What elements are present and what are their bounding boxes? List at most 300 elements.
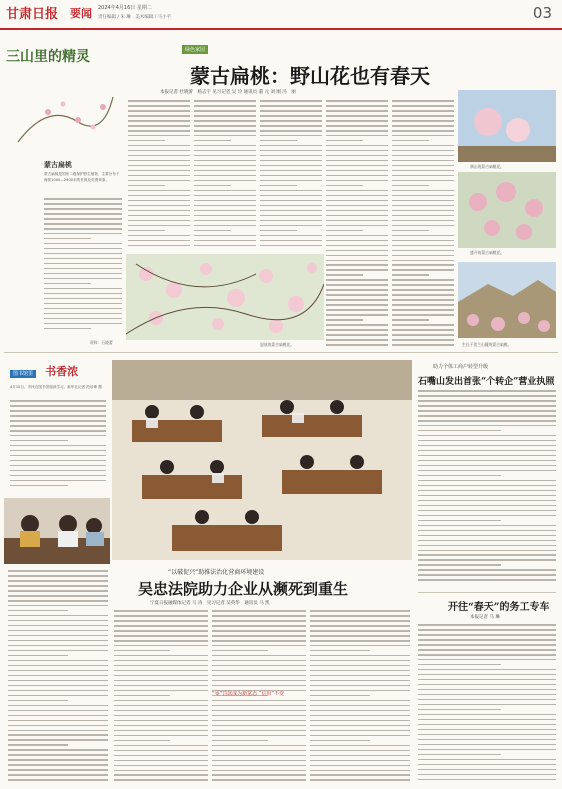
- text-line: [8, 580, 108, 582]
- text-line: [114, 625, 208, 627]
- court-text-left: [8, 570, 108, 785]
- text-line: [10, 450, 106, 452]
- text-line: [418, 569, 556, 571]
- text-line: [194, 230, 231, 232]
- text-line: [128, 175, 190, 177]
- text-line: [326, 230, 363, 232]
- text-line: [310, 705, 410, 707]
- text-line: [114, 665, 208, 667]
- text-line: [260, 175, 322, 177]
- text-line: [8, 725, 108, 727]
- text-line: [212, 760, 306, 762]
- text-line: [326, 304, 388, 306]
- text-line: [194, 225, 256, 227]
- right-body-2: [418, 624, 556, 784]
- text-line: [128, 215, 190, 217]
- text-line: [326, 135, 388, 137]
- right-kicker: 助力个体工商户转型升级: [433, 364, 489, 370]
- text-line: [8, 710, 108, 712]
- text-line: [8, 754, 108, 756]
- text-line: [8, 630, 108, 632]
- text-line: [212, 779, 306, 781]
- text-line: [326, 110, 388, 112]
- text-line: [194, 135, 256, 137]
- text-line: [326, 260, 388, 262]
- text-line: [212, 705, 306, 707]
- text-line: [114, 765, 208, 767]
- text-line: [44, 303, 122, 305]
- right-title: 石嘴山发出首张“个转企”营业执照: [418, 377, 555, 387]
- text-line: [418, 390, 556, 392]
- text-line: [418, 520, 501, 522]
- text-line: [260, 110, 322, 112]
- text-line: [418, 475, 501, 477]
- text-line: [114, 680, 208, 682]
- text-line: [326, 294, 388, 296]
- text-line: [418, 574, 556, 576]
- text-line: [260, 195, 322, 197]
- text-line: [392, 240, 454, 242]
- text-line: [194, 215, 256, 217]
- book-kicker: 图书馆里: [10, 370, 36, 378]
- text-line: [418, 485, 556, 487]
- text-line: [310, 675, 410, 677]
- text-line: [392, 309, 454, 311]
- text-line: [8, 680, 108, 682]
- text-line: [114, 774, 208, 776]
- text-line: [310, 774, 410, 776]
- page-header: [0, 0, 562, 30]
- text-line: [212, 715, 306, 717]
- text-line: [310, 630, 410, 632]
- text-line: [392, 319, 429, 321]
- text-line: [10, 480, 106, 482]
- text-line: [8, 764, 108, 766]
- text-line: [128, 210, 190, 212]
- text-line: [392, 329, 454, 331]
- text-line: [260, 155, 322, 157]
- text-line: [114, 745, 208, 747]
- text-line: [8, 600, 108, 602]
- text-line: [8, 695, 108, 697]
- text-line: [128, 150, 190, 152]
- text-line: [418, 495, 556, 497]
- text-line: [194, 185, 231, 187]
- text-line: [326, 105, 388, 107]
- feature-col-2: [194, 100, 256, 250]
- court-col-3: [310, 610, 410, 785]
- text-line: [310, 660, 410, 662]
- text-line: [8, 650, 108, 652]
- text-line: [212, 645, 306, 647]
- text-line: [212, 750, 306, 752]
- text-line: [114, 760, 208, 762]
- text-line: [418, 749, 556, 751]
- text-line: [114, 670, 208, 672]
- text-line: [418, 500, 556, 502]
- text-line: [418, 779, 556, 781]
- text-line: [392, 230, 429, 232]
- court-col-2: [212, 610, 306, 785]
- text-line: [194, 240, 256, 242]
- text-line: [418, 674, 556, 676]
- text-line: [326, 120, 388, 122]
- text-line: [44, 268, 122, 270]
- text-line: [418, 689, 556, 691]
- text-line: [326, 309, 388, 311]
- text-line: [10, 465, 106, 467]
- text-line: [212, 615, 306, 617]
- text-line: [114, 710, 208, 712]
- text-line: [260, 160, 322, 162]
- text-line: [260, 140, 297, 142]
- text-line: [128, 200, 190, 202]
- text-line: [310, 755, 410, 757]
- text-line: [212, 635, 306, 637]
- text-line: [310, 730, 410, 732]
- court-col-1: [114, 610, 208, 785]
- text-line: [392, 215, 454, 217]
- text-line: [326, 319, 363, 321]
- text-line: [326, 145, 388, 147]
- feature-title: 蒙古扁桃：野山花也有春天: [190, 64, 430, 88]
- text-line: [418, 724, 556, 726]
- text-line: [418, 470, 556, 472]
- text-line: [212, 680, 306, 682]
- text-line: [392, 140, 429, 142]
- text-line: [114, 755, 208, 757]
- text-line: [194, 210, 256, 212]
- text-line: [44, 203, 122, 205]
- text-line: [114, 730, 208, 732]
- text-line: [418, 699, 556, 701]
- text-line: [392, 115, 454, 117]
- text-line: [418, 430, 501, 432]
- text-line: [418, 684, 556, 686]
- text-line: [44, 228, 122, 230]
- text-line: [260, 235, 322, 237]
- text-line: [8, 779, 108, 781]
- sidebar-intro-text: 蒙古扁桃是国家二级保护野生植物，主要分布于海拔1000—2400米的荒漠及荒漠草原。: [44, 172, 120, 182]
- court-byline: 宁夏日报融媒体记者 马 涛 见习记者 吴英华 通讯员 马 凯: [150, 601, 270, 606]
- text-line: [194, 160, 256, 162]
- text-line: [260, 135, 322, 137]
- text-line: [8, 769, 108, 771]
- text-line: [418, 450, 556, 452]
- text-line: [212, 675, 306, 677]
- text-line: [392, 274, 429, 276]
- section-label: 要闻: [70, 7, 92, 20]
- text-line: [128, 225, 190, 227]
- text-line: [44, 283, 91, 285]
- text-line: [392, 289, 454, 291]
- text-line: [194, 235, 256, 237]
- right-body-1: [418, 390, 556, 585]
- text-line: [310, 685, 410, 687]
- text-line: [260, 180, 322, 182]
- text-line: [392, 135, 454, 137]
- book-photo-small: [4, 498, 110, 564]
- text-line: [418, 490, 556, 492]
- text-line: [418, 425, 556, 427]
- text-line: [128, 205, 190, 207]
- text-line: [212, 610, 306, 612]
- text-line: [392, 264, 454, 266]
- text-line: [8, 730, 108, 732]
- sidebar-body-text: [44, 198, 122, 333]
- text-line: [326, 339, 388, 341]
- text-line: [44, 308, 122, 310]
- text-line: [212, 765, 306, 767]
- text-line: [392, 235, 454, 237]
- text-line: [194, 115, 256, 117]
- text-line: [418, 545, 556, 547]
- text-line: [310, 740, 370, 742]
- text-line: [194, 175, 256, 177]
- feature-caption-2: 满山的蒙古扁桃花。: [470, 164, 505, 169]
- text-line: [418, 654, 556, 656]
- text-line: [128, 230, 165, 232]
- text-line: [310, 710, 410, 712]
- text-line: [392, 260, 454, 262]
- text-line: [114, 779, 208, 781]
- text-line: [260, 150, 322, 152]
- text-line: [326, 329, 388, 331]
- text-line: [194, 190, 256, 192]
- text-line: [10, 435, 106, 437]
- text-line: [194, 150, 256, 152]
- text-line: [392, 344, 454, 346]
- text-line: [418, 415, 556, 417]
- text-line: [44, 223, 122, 225]
- text-line: [310, 635, 410, 637]
- text-line: [194, 120, 256, 122]
- text-line: [10, 405, 106, 407]
- text-line: [418, 480, 556, 482]
- text-line: [10, 410, 106, 412]
- text-line: [8, 595, 108, 597]
- text-line: [114, 770, 208, 772]
- text-line: [392, 339, 454, 341]
- text-line: [44, 218, 122, 220]
- text-line: [10, 470, 106, 472]
- text-line: [326, 115, 388, 117]
- text-line: [260, 190, 322, 192]
- text-line: [212, 720, 306, 722]
- text-line: [310, 750, 410, 752]
- text-line: [392, 195, 454, 197]
- text-line: [128, 170, 190, 172]
- text-line: [310, 715, 410, 717]
- text-line: [114, 630, 208, 632]
- text-line: [326, 160, 388, 162]
- text-line: [44, 293, 122, 295]
- text-line: [310, 650, 370, 652]
- text-line: [392, 180, 454, 182]
- feature-photo-main: [126, 254, 324, 340]
- text-line: [8, 615, 108, 617]
- text-line: [418, 535, 556, 537]
- text-line: [418, 744, 556, 746]
- date-line: 2024年4月16日 星期二: [98, 5, 152, 11]
- text-line: [8, 759, 108, 761]
- text-line: [326, 185, 363, 187]
- text-line: [418, 530, 556, 532]
- text-line: [326, 220, 388, 222]
- text-line: [194, 245, 256, 247]
- text-line: [418, 410, 556, 412]
- feature-photo-right-3: [458, 262, 556, 338]
- text-line: [10, 430, 106, 432]
- text-line: [194, 105, 256, 107]
- text-line: [128, 165, 190, 167]
- text-line: [418, 445, 556, 447]
- text-line: [212, 740, 268, 742]
- text-line: [194, 170, 256, 172]
- text-line: [418, 669, 556, 671]
- text-line: [392, 304, 454, 306]
- text-line: [114, 705, 208, 707]
- text-line: [392, 125, 454, 127]
- text-line: [326, 299, 388, 301]
- text-line: [392, 250, 454, 252]
- text-line: [8, 635, 108, 637]
- text-line: [392, 269, 454, 271]
- text-line: [44, 238, 91, 240]
- text-line: [8, 640, 108, 642]
- text-line: [128, 120, 190, 122]
- text-line: [418, 644, 556, 646]
- text-line: [114, 735, 208, 737]
- text-line: [326, 250, 388, 252]
- text-line: [8, 605, 108, 607]
- text-line: [392, 160, 454, 162]
- text-line: [326, 245, 388, 247]
- text-line: [418, 704, 556, 706]
- text-line: [114, 690, 208, 692]
- text-line: [10, 440, 68, 442]
- text-line: [392, 120, 454, 122]
- text-line: [418, 564, 501, 566]
- text-line: [8, 570, 108, 572]
- text-line: [392, 255, 454, 257]
- text-line: [194, 165, 256, 167]
- divider-right: [418, 592, 556, 593]
- feature-col-3: [260, 100, 322, 250]
- text-line: [194, 155, 256, 157]
- text-line: [212, 770, 306, 772]
- text-line: [326, 279, 388, 281]
- text-line: [44, 198, 122, 200]
- text-line: [128, 190, 190, 192]
- text-line: [418, 634, 556, 636]
- text-line: [418, 579, 556, 581]
- text-line: [392, 110, 454, 112]
- text-line: [326, 150, 388, 152]
- text-line: [194, 195, 256, 197]
- text-line: [418, 629, 556, 631]
- text-line: [8, 610, 68, 612]
- text-line: [260, 185, 297, 187]
- text-line: [44, 253, 122, 255]
- text-line: [44, 298, 122, 300]
- column-title-box: [6, 34, 124, 76]
- text-line: [326, 155, 388, 157]
- text-line: [310, 765, 410, 767]
- text-line: [326, 240, 388, 242]
- right-title-2: 开往“春天”的务工专车: [448, 602, 550, 613]
- text-line: [194, 180, 256, 182]
- text-line: [260, 215, 322, 217]
- text-line: [8, 585, 108, 587]
- text-line: [326, 324, 388, 326]
- text-line: [114, 660, 208, 662]
- text-line: [418, 694, 556, 696]
- text-line: [8, 700, 68, 702]
- text-line: [212, 745, 306, 747]
- text-line: [418, 505, 556, 507]
- text-line: [44, 263, 122, 265]
- text-line: [418, 679, 556, 681]
- text-line: [310, 770, 410, 772]
- text-line: [128, 105, 190, 107]
- text-line: [8, 620, 108, 622]
- text-line: [310, 665, 410, 667]
- text-line: [260, 115, 322, 117]
- text-line: [114, 620, 208, 622]
- text-line: [8, 734, 108, 736]
- text-line: [212, 700, 306, 702]
- text-line: [128, 235, 190, 237]
- column-title: 三山里的精灵: [6, 49, 90, 65]
- text-line: [44, 288, 122, 290]
- text-line: [260, 210, 322, 212]
- feature-photo-right-2: [458, 172, 556, 248]
- divider-top: [4, 352, 558, 353]
- text-line: [128, 180, 190, 182]
- text-line: [310, 690, 410, 692]
- text-line: [418, 554, 556, 556]
- text-line: [212, 755, 306, 757]
- text-line: [310, 720, 410, 722]
- text-line: [10, 475, 106, 477]
- text-line: [418, 639, 556, 641]
- text-line: [44, 313, 122, 315]
- text-line: [418, 709, 501, 711]
- text-line: [392, 150, 454, 152]
- feature-kicker: 绿色家园: [182, 45, 208, 54]
- text-line: [418, 754, 501, 756]
- text-line: [8, 670, 108, 672]
- text-line: [44, 213, 122, 215]
- text-line: [114, 645, 208, 647]
- text-line: [8, 720, 108, 722]
- text-line: [114, 675, 208, 677]
- book-photo-main: [112, 360, 412, 560]
- text-line: [418, 659, 556, 661]
- text-line: [8, 715, 108, 717]
- text-line: [260, 170, 322, 172]
- text-line: [418, 664, 501, 666]
- text-line: [8, 590, 108, 592]
- text-line: [8, 774, 108, 776]
- text-line: [418, 714, 556, 716]
- text-line: [392, 185, 429, 187]
- text-line: [326, 100, 388, 102]
- text-line: [326, 264, 388, 266]
- text-line: [326, 200, 388, 202]
- text-line: [128, 160, 190, 162]
